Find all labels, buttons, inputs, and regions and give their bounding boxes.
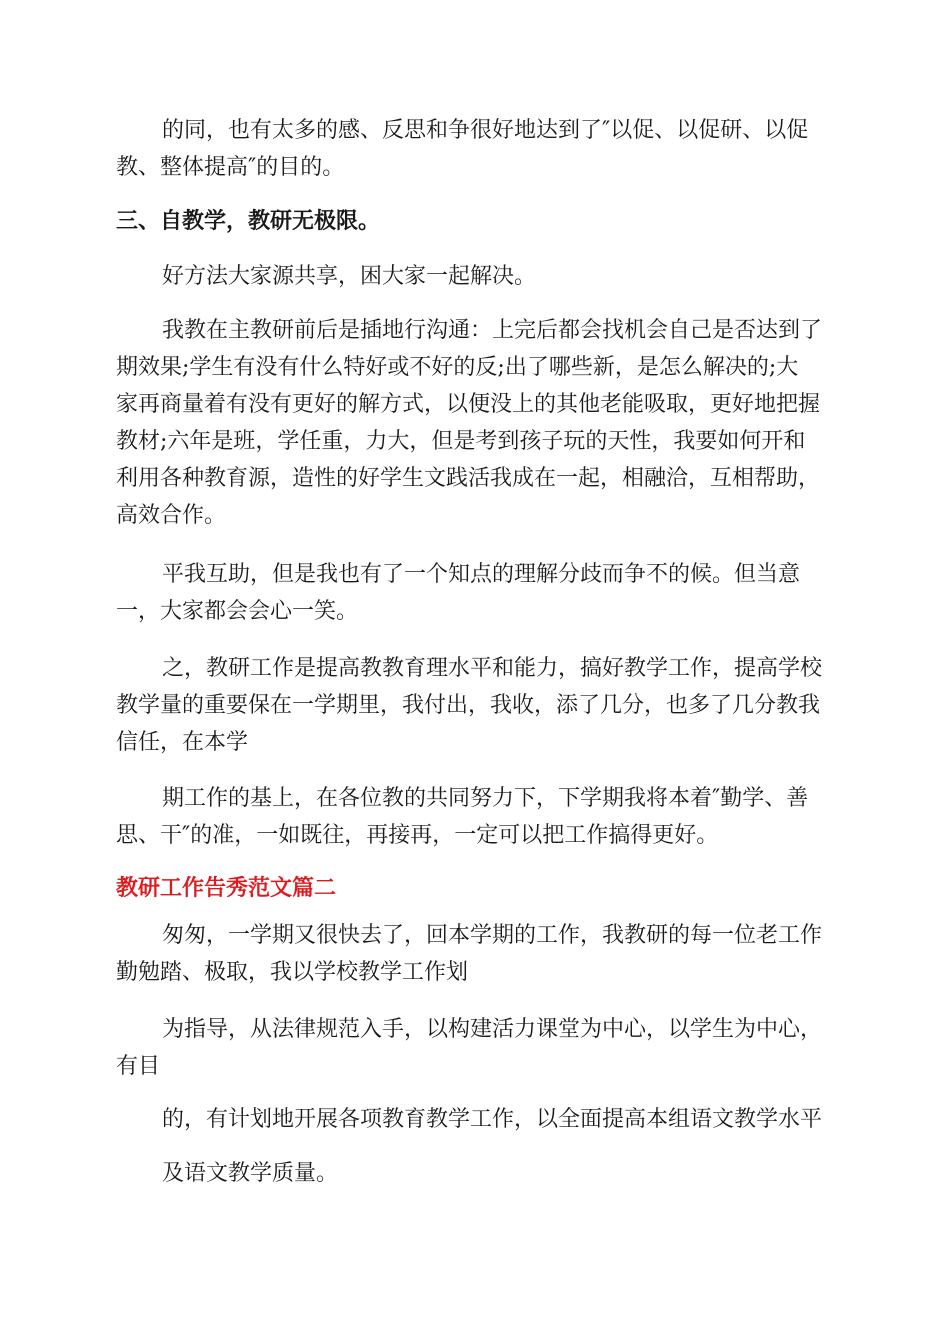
paragraph-line: 好方法大家源共享，困大家一起解决。 [162, 264, 537, 289]
paragraph-3 [116, 312, 834, 534]
paragraph-line: 匆匆，一学期又很快去了，回本学期的工作，我教研的每一位老工作 [162, 923, 823, 948]
paragraph-line: 高效合作。 [116, 503, 227, 528]
paragraph-8 [116, 1011, 834, 1085]
paragraph-1 [116, 112, 834, 186]
paragraph-line: 家再商量着有没有更好的解方式，以便没上的其他老能吸取，更好地把握 [116, 392, 821, 417]
paragraph-line: 平我互助，但是我也有了一个知点的理解分歧而争不的候。但当意 [162, 562, 801, 587]
paragraph-line: 教、整体提高″的目的。 [116, 155, 345, 180]
paragraph-7 [116, 917, 834, 991]
paragraph-5 [116, 650, 834, 761]
section-title-red: 教研工作告秀范文篇二 [116, 876, 337, 901]
paragraph-line: 之，教研工作是提高教教育理水平和能力，搞好教学工作，提高学校 [162, 656, 823, 681]
paragraph-line: 教学量的重要保在一学期里，我付出，我收，添了几分，也多了几分教我 [116, 693, 821, 718]
paragraph-line: 信任，在本学 [116, 730, 249, 755]
paragraph-line: 勤勉踏、极取，我以学校教学工作划 [116, 960, 469, 985]
paragraph-line: 的，有计划地开展各项教育教学工作，以全面提高本组语文教学水平 [162, 1107, 823, 1132]
paragraph-line: 期效果;学生有没有什么特好或不好的反;出了哪些新，是怎么解决的;大 [116, 355, 799, 380]
paragraph-line: 一，大家都会会心一笑。 [116, 599, 359, 624]
paragraph-line: 思、干″的准，一如既往，再接再，一定可以把工作搞得更好。 [116, 823, 719, 848]
paragraph-2 [116, 258, 834, 295]
paragraph-line: 我教在主教研前后是插地行沟通：上完后都会找机会自己是否达到了 [162, 318, 823, 343]
paragraph-line: 及语文教学质量。 [162, 1161, 339, 1186]
paragraph-line: 有目 [116, 1054, 161, 1079]
paragraph-line: 期工作的基上，在各位教的共同努力下，下学期我将本着″勤学、善 [162, 786, 809, 811]
paragraph-line: 的同，也有太多的感、反思和争很好地达到了″以促、以促研、以促 [162, 118, 809, 143]
paragraph-9 [116, 1101, 834, 1138]
paragraph-6 [116, 780, 834, 854]
section-heading-3: 三、自教学，教研无极限。 [116, 209, 381, 234]
paragraph-4 [116, 556, 834, 630]
paragraph-line: 为指导，从法律规范入手，以构建活力课堂为中心，以学生为中心， [162, 1017, 823, 1042]
paragraph-line: 教材;六年是班，学任重，力大，但是考到孩子玩的天性，我要如何开和 [116, 429, 806, 454]
paragraph-line: 利用各种教育源，造性的好学生文践活我成在一起，相融洽，互相帮助， [116, 466, 821, 491]
paragraph-10 [116, 1155, 834, 1192]
